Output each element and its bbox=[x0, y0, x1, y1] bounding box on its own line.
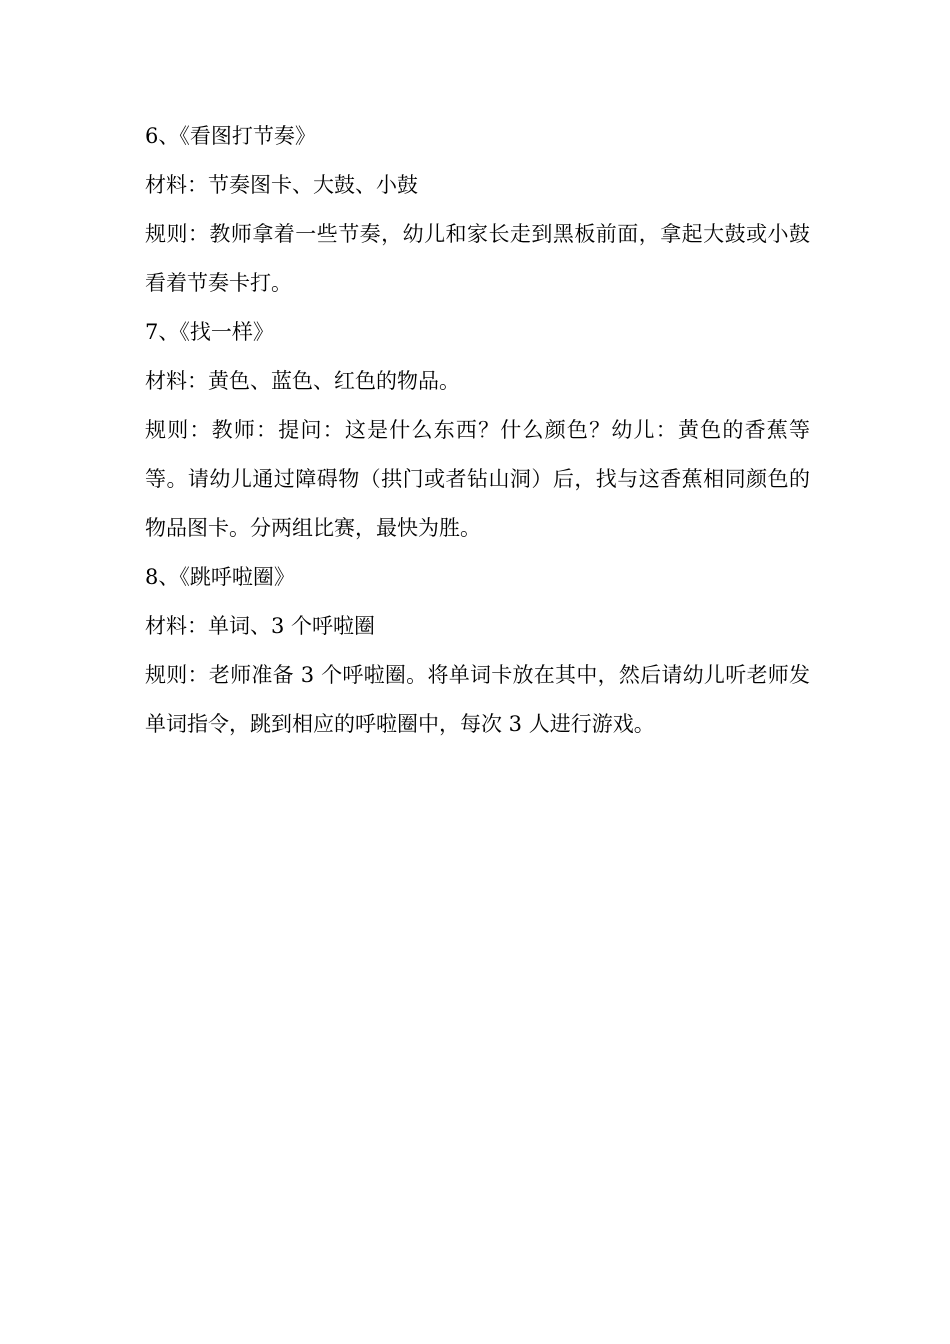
section-rules: 规则：老师准备 3 个呼啦圈。将单词卡放在其中，然后请幼儿听老师发单词指令，跳到相应的呼啦圈中，每次 3 人进行游戏。 bbox=[145, 663, 810, 736]
game-section-7 bbox=[145, 308, 810, 553]
section-materials: 材料：单词、3 个呼啦圈 bbox=[145, 614, 376, 638]
game-section-8 bbox=[145, 553, 810, 749]
document-body bbox=[145, 112, 810, 749]
section-materials: 材料：节奏图卡、大鼓、小鼓 bbox=[145, 173, 418, 197]
game-section-6 bbox=[145, 112, 810, 308]
section-title: 8、《跳呼啦圈》 bbox=[145, 565, 295, 589]
section-rules: 规则：教师拿着一些节奏，幼儿和家长走到黑板前面，拿起大鼓或小鼓看着节奏卡打。 bbox=[145, 222, 810, 295]
section-rules: 规则：教师：提问：这是什么东西？什么颜色？幼儿：黄色的香蕉等等。请幼儿通过障碍物（拱门或者钻山洞）后，找与这香蕉相同颜色的物品图卡。分两组比赛，最快为胜。 bbox=[145, 418, 810, 540]
section-materials: 材料：黄色、蓝色、红色的物品。 bbox=[145, 369, 460, 393]
section-title: 7、《找一样》 bbox=[145, 320, 274, 344]
section-title: 6、《看图打节奏》 bbox=[145, 124, 316, 148]
